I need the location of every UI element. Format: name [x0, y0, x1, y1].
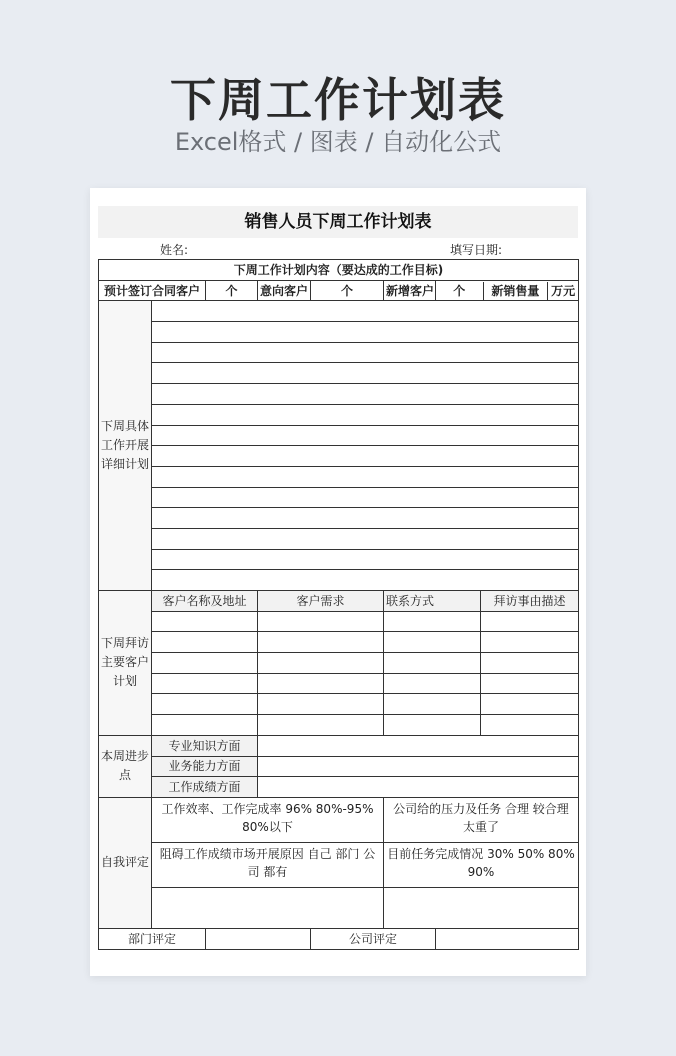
company-review-label: 公司评定 — [311, 928, 436, 949]
visit-label: 下周拜访主要客户计划 — [99, 591, 152, 736]
detail-row[interactable] — [152, 425, 579, 446]
detail-row[interactable] — [152, 342, 579, 363]
self-eval-cell[interactable] — [384, 887, 579, 928]
signed-label: 预计签订合同客户 — [99, 280, 206, 301]
visit-cell[interactable] — [384, 611, 481, 632]
visit-cell[interactable] — [258, 632, 384, 653]
name-label: 姓名: — [160, 243, 189, 257]
visit-cell[interactable] — [384, 653, 481, 674]
signed-unit: 个 — [206, 280, 258, 301]
progress-item-results: 工作成绩方面 — [152, 777, 258, 798]
visit-cell[interactable] — [258, 715, 384, 736]
visit-cell[interactable] — [384, 715, 481, 736]
detail-row[interactable] — [152, 384, 579, 405]
progress-cell[interactable] — [258, 735, 579, 756]
visit-cell[interactable] — [258, 673, 384, 694]
dept-review-cell[interactable] — [206, 928, 311, 949]
visit-cell[interactable] — [258, 653, 384, 674]
visit-col-name-addr: 客户名称及地址 — [152, 591, 258, 612]
visit-cell[interactable] — [152, 694, 258, 715]
visit-col-contact-pad — [436, 591, 481, 612]
visit-cell[interactable] — [481, 611, 579, 632]
visit-col-needs: 客户需求 — [258, 591, 384, 612]
detail-row[interactable] — [152, 404, 579, 425]
intent-label: 意向客户 — [258, 280, 311, 301]
new-unit: 个 — [436, 282, 483, 300]
visit-cell[interactable] — [258, 694, 384, 715]
progress-item-ability: 业务能力方面 — [152, 756, 258, 777]
self-eval-obstacle: 阻碍工作成绩市场开展原因 自己 部门 公司 都有 — [152, 842, 384, 887]
detail-row[interactable] — [152, 570, 579, 591]
detail-row[interactable] — [152, 301, 579, 322]
visit-cell[interactable] — [481, 673, 579, 694]
detail-label: 下周具体工作开展详细计划 — [99, 301, 152, 591]
plan-header: 下周工作计划内容（要达成的工作目标) — [99, 260, 579, 281]
page-title: 下周工作计划表 — [170, 73, 506, 127]
new-label: 新增客户 — [384, 280, 436, 301]
dept-review-label: 部门评定 — [99, 928, 206, 949]
progress-item-knowledge: 专业知识方面 — [152, 735, 258, 756]
page-subtitle: Excel格式 / 图表 / 自动化公式 — [174, 128, 502, 156]
self-eval-cell[interactable] — [152, 887, 384, 928]
visit-cell[interactable] — [481, 694, 579, 715]
visit-cell[interactable] — [152, 611, 258, 632]
visit-cell[interactable] — [481, 653, 579, 674]
detail-row[interactable] — [152, 446, 579, 467]
date-label: 填写日期: — [450, 243, 503, 257]
new-unit-sales — [436, 280, 579, 301]
sheet-title: 销售人员下周工作计划表 — [98, 206, 578, 238]
intent-unit: 个 — [311, 280, 384, 301]
self-eval-label: 自我评定 — [99, 797, 152, 928]
detail-row[interactable] — [152, 322, 579, 343]
visit-cell[interactable] — [152, 715, 258, 736]
detail-row[interactable] — [152, 487, 579, 508]
sales-label: 新销售量 — [483, 282, 548, 300]
progress-cell[interactable] — [258, 756, 579, 777]
detail-row[interactable] — [152, 466, 579, 487]
sales-unit: 万元 — [551, 283, 576, 298]
progress-label: 本周进步点 — [99, 735, 152, 797]
self-eval-pressure: 公司给的压力及任务 合理 较合理 太重了 — [384, 797, 579, 842]
visit-cell[interactable] — [152, 632, 258, 653]
visit-cell[interactable] — [152, 653, 258, 674]
self-eval-completion: 目前任务完成情况 30% 50% 80% 90% — [384, 842, 579, 887]
detail-row[interactable] — [152, 508, 579, 529]
visit-cell[interactable] — [152, 673, 258, 694]
progress-cell[interactable] — [258, 777, 579, 798]
detail-row[interactable] — [152, 363, 579, 384]
detail-row[interactable] — [152, 528, 579, 549]
form-sheet — [90, 188, 586, 976]
visit-cell[interactable] — [384, 694, 481, 715]
company-review-cell[interactable] — [436, 928, 579, 949]
visit-col-purpose: 拜访事由描述 — [481, 591, 579, 612]
detail-row[interactable] — [152, 549, 579, 570]
visit-cell[interactable] — [481, 715, 579, 736]
visit-cell[interactable] — [384, 673, 481, 694]
self-eval-efficiency: 工作效率、工作完成率 96% 80%-95% 80%以下 — [152, 797, 384, 842]
plan-table — [98, 259, 579, 950]
visit-cell[interactable] — [384, 632, 481, 653]
visit-cell[interactable] — [481, 632, 579, 653]
visit-cell[interactable] — [258, 611, 384, 632]
visit-col-contact: 联系方式 — [384, 591, 436, 612]
